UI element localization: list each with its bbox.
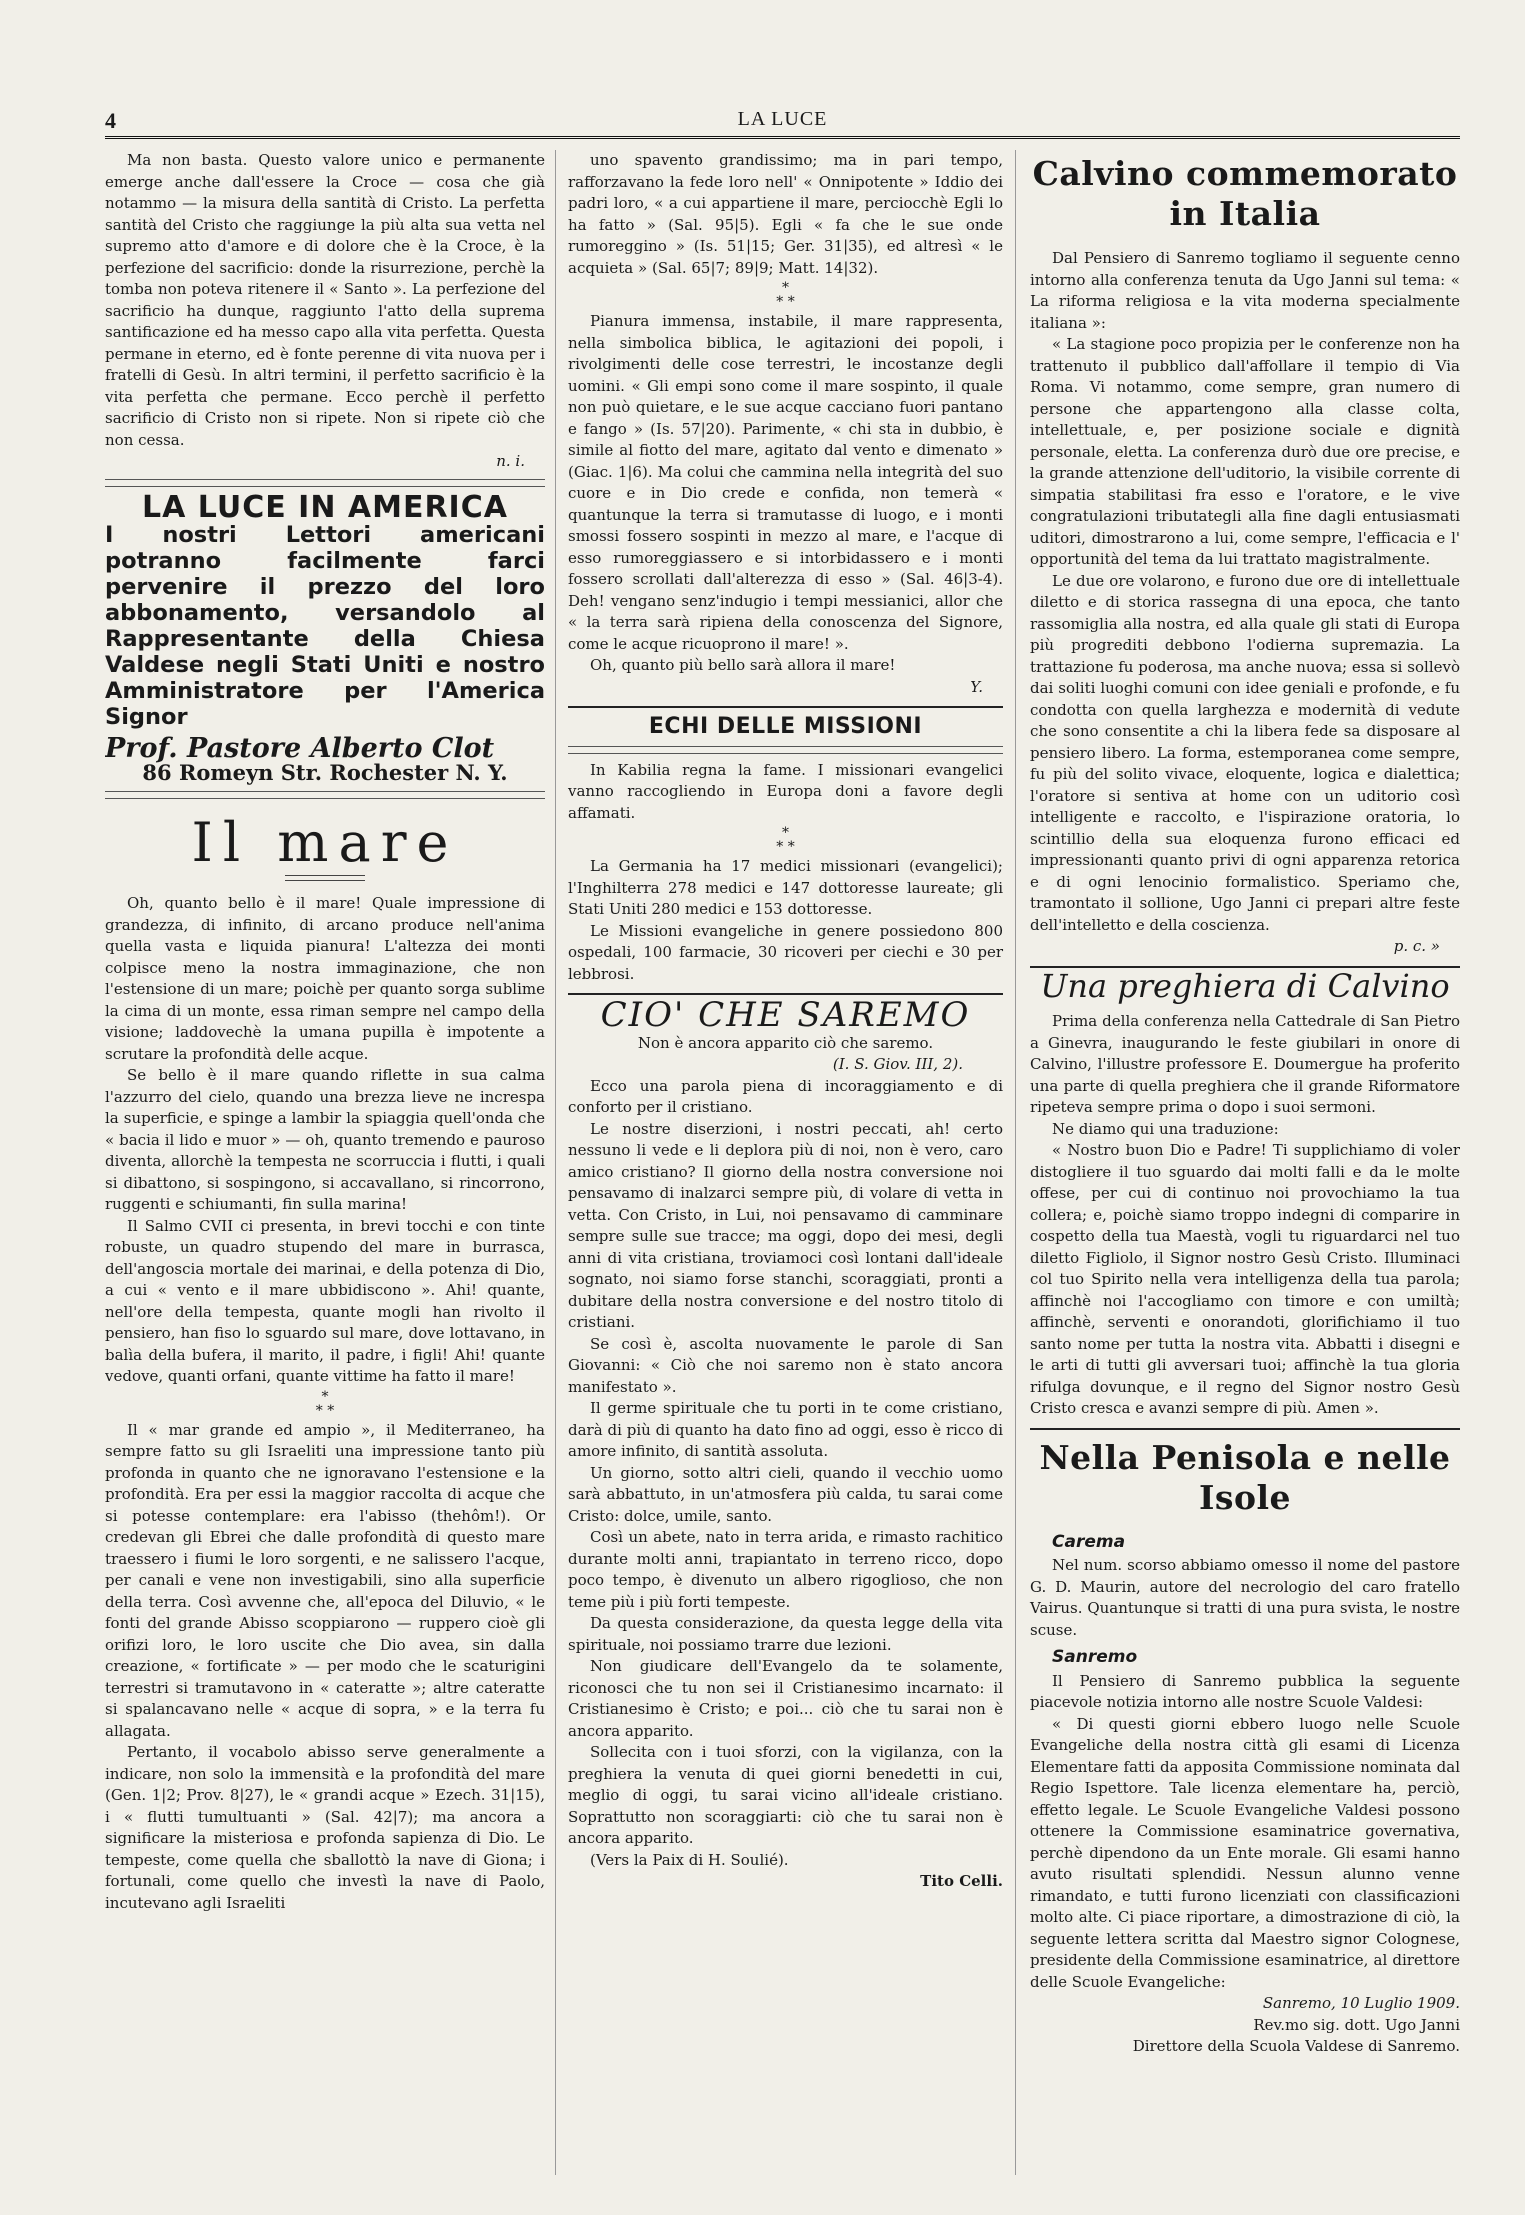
carema-article (1030, 1555, 1460, 1641)
mare-title: Il mare (191, 811, 459, 874)
paragraph: « Nostro buon Dio e Padre! Ti supplichiamo di voler distogliere il tuo sguardo dai molti falli e da le molte offese, per cui di continuo noi provochiamo la tua collera; e, poichè siamo troppo indegni di comparire in cospetto della tua Maestà, vogli tu riguardarci nel tuo diletto Figliolo, il Signor nostro Gesù Cristo. Illuminaci col tuo Spirito nella vera intelligenza della tua parola; affinchè noi l'accogliamo con timore e con umiltà; affinchè, serventi e onorandoti, glorifichiamo il tuo santo nome per tutta la nostra vita. Abbatti i disegni e le arti di tutti gli avversari tuoi; affinchè la tua gloria rifulga dovunque, e il regno del Signor nostro Gesù Cristo cresca e avanzi sempre di più. Amen ». (1030, 1141, 1460, 1417)
paragraph: Le nostre diserzioni, i nostri peccati, ah! certo nessuno li vede e li deplora più di noi, non è vero, caro amico cristiano? Il giorno della nostra conversione noi pensavamo di inalzarci sempre più, di volare di vetta in vetta. Con Cristo, in Lui, noi pensavamo di camminare sempre sulle sue tracce; ma oggi, dopo dei mesi, degli anni di vita cristiana, troviamoci così lontani dall'ideale sognato, noi siamo forse stanchi, scoraggiati, pronti a dubitare della nostra conversione e del nostro titolo di cristiani. (568, 1119, 1003, 1331)
paragraph: Il « mar grande ed ampio », il Mediterraneo, ha sempre fatto su gli Israeliti una impressione tanto più profonda in quanto che ne ignoravano l'estensione e la profondità. Era per essi la maggior raccolta di acque che si potesse contemplare: era l'abisso (thehôm!). Or credevan gli Ebrei che dalle profondità di questo mare traessero i fiumi le loro sorgenti, e ne salissero l'acque, per canali e vene non investigabili, sino alla superficie della terra. Così avvenne che, all'epoca del Diluvio, « le fonti del grande Abisso scoppiarono — ruppero cioè gli orifizi loro, le loro uscite che Dio avea, sin dalla creazione, « fortificate » — per modo che le scaturigini terrestri si tramutavono in « cateratte »; altre cateratte si spalancavano nelle « acque di sopra, » e la terra fu allagata. (105, 1420, 545, 1740)
asterism: * * * (315, 1388, 335, 1419)
america-body: I nostri Lettori americani potranno facilmente farci pervenire il prezzo del loro abbonamento, versandolo al Rappresentante della Chiesa Valdese negli Stati Uniti e nostro Amministratore per l'America Signor (105, 522, 545, 730)
paragraph: Pertanto, il vocabolo abisso serve generalmente a indicare, non solo la immensità e la profondità del mare (Gen. 1|2; Prov. 8|27), le « grandi acque » Ezech. 31|15), i « flutti tumultuanti » (Sal. 42|7); ma ancora a significare la misteriosa e profonda sapienza di Dio. Le tempeste, come quella che sballottò la nave di Giona; i fortunali, come quello che investì la nave di Paolo, incutevano agli Israeliti (105, 1743, 545, 1912)
paragraph: Dal Pensiero di Sanremo togliamo il seguente cenno intorno alla conferenza tenuta da Ugo Janni sul tema: « La riforma religiosa e la vita moderna specialmente italiana »: (1030, 249, 1460, 332)
mare-signature: Y. (970, 677, 983, 696)
paragraph: Le due ore volarono, e furono due ore di intellettuale diletto e di storica rassegna di una epoca, che tanto rassomiglia alla nostra, ed alla quale gli stati di Europa più progrediti debbono l'odierna supremazia. La trattazione fu poderosa, ma anche nuova; essa si sollevò dai soliti luoghi comuni con idee geniali e profonde, e fu condotta con quella larghezza e modernità di vedute che sono consentite a chi la libera fede sa disposare al pensiero libero. La forma, estemporanea come sempre, fu più del solito vivace, eloquente, logica e dialettica; l'oratore si sentiva at home con un uditorio così intelligente e raccolto, e l'ispirazione oratoria, lo scintillio della sua eloquenza furono efficaci ed impressionanti quanto privi di ogni apparenza retorica e di ogni lenocinio formalistico. Speriamo che, tramontato il sollione, Ugo Janni ci prepari altre feste dell'intelletto e della coscienza. (1030, 571, 1460, 934)
divider (105, 479, 545, 487)
column-1 (105, 150, 555, 2175)
column-3 (1015, 150, 1460, 2175)
preghiera-title: Una preghiera di Calvino (1040, 966, 1450, 1005)
divider (1030, 1428, 1460, 1430)
calvino-signature: p. c. » (1393, 937, 1440, 955)
paragraph: Se bello è il mare quando riflette in sua calma l'azzurro del cielo, quando una brezza lieve ne increspa la superficie, e spinge a lambir la spiaggia quell'onda che « bacia il lido e muor » — oh, quanto tremendo e pauroso diventa, allorchè la tempesta ne scorruccia i flutti, i quali si dibattono, si sospingono, si accavallano, si rincorrono, ruggenti e schiumanti, fin sulla marina! (105, 1066, 545, 1213)
divider (568, 746, 1003, 754)
mare-article (105, 893, 545, 1914)
paragraph: Ecco una parola piena di incoraggiamento e di conforto per il cristiano. (568, 1076, 1003, 1116)
calvino-title: Calvino commemorato in Italia (1032, 154, 1458, 233)
paragraph: Il Pensiero di Sanremo pubblica la seguente piacevole notizia intorno alle nostre Scuole Valdesi: (1030, 1671, 1460, 1711)
cio-title: CIO' CHE SAREMO (600, 995, 971, 1035)
echi-article (568, 760, 1003, 986)
intro-signature: n. i. (496, 452, 525, 470)
america-title: LA LUCE IN AMERICA (142, 489, 508, 525)
sanremo-closing-1: Rev.mo sig. dott. Ugo Janni (1253, 2015, 1460, 2034)
paragraph: Da questa considerazione, da questa legge della vita spirituale, noi possiamo trarre due lezioni. (568, 1614, 1003, 1654)
paragraph: La Germania ha 17 medici missionari (evangelici); l'Inghilterra 278 medici e 147 dottoresse laureate; gli Stati Uniti 280 medici e 153 dottoresse. (568, 857, 1003, 918)
sanremo-heading: Sanremo (1052, 1647, 1138, 1667)
calvino-article (1030, 248, 1460, 936)
page-number: 4 (105, 108, 116, 133)
sanremo-dateline: Sanremo, 10 Luglio 1909. (1262, 1994, 1460, 2012)
columns (105, 150, 1460, 2175)
paragraph: Le Missioni evangeliche in genere possiedono 800 ospedali, 100 farmacie, 30 ricoveri per ciechi e 30 per lebbrosi. (568, 921, 1003, 983)
paragraph: Oh, quanto bello è il mare! Quale impressione di grandezza, di infinito, di arcano produce nell'anima quella vasta e liquida pianura! L'altezza dei monti colpisce meno la nostra immaginazione, che non l'estensione di un mare; poichè per quanto sorga sublime la cima di un monte, essa riman sempre nel campo della visione; laddovechè la umana pupilla è impotente a scrutare la profondità delle acque. (105, 894, 545, 1063)
cio-author: Tito Celli. (920, 1872, 1003, 1890)
paragraph: Il germe spirituale che tu porti in te come cristiano, darà di più di quanto ha dato fino ad oggi, esso è ricco di amore infinito, di santità assoluta. (568, 1399, 1003, 1460)
paragraph: Ma non basta. Questo valore unico e permanente emerge anche dall'essere la Croce — cosa che già notammo — la misura della santità di Cristo. La perfetta santità del Cristo che raggiunge la più alta sua vetta nel supremo atto d'amore e di dolore che è la Croce, è la perfezione del sacrificio: donde la risurrezione, perchè la tomba non poteva ritenere il « Santo ». La perfezione del sacrificio ha dunque, raggiunto l'atto della suprema santificazione ed ha messo capo alla vita perfetta. Questa permane in eterno, ed è fonte perenne di vita nuova per i fratelli di Gesù. In altri termini, il perfetto sacrificio è la vita perfetta che permane. Ecco perchè il perfetto sacrificio di Cristo non si ripete. Non si ripete ciò che non cessa. (105, 151, 545, 449)
header-rule (105, 136, 1460, 142)
cio-reference: (I. S. Giov. III, 2). (832, 1055, 963, 1073)
cio-source: (Vers la Paix di H. Soulié). (590, 1850, 789, 1869)
title-ornament (285, 875, 365, 881)
preghiera-article (1030, 1011, 1460, 1420)
america-name: Prof. Pastore Alberto Clot (105, 733, 495, 764)
echi-title: ECHI DELLE MISSIONI (648, 714, 923, 739)
paper-title: LA LUCE (737, 108, 828, 130)
column-2 (555, 150, 1015, 2175)
intro-article (105, 150, 545, 451)
paragraph: Non giudicare dell'Evangelo da te solamente, riconosci che tu non sei il Cristianesimo incarnato: il Cristianesimo è Cristo; e poi... ciò che tu sarai non è ancora apparito. (568, 1657, 1003, 1740)
paragraph: Sollecita con i tuoi sforzi, con la vigilanza, con la preghiera la venuta di quei giorni benedetti in cui, meglio di oggi, tu sarai vicino all'ideale cristiano. Soprattutto non scoraggiarti: ciò che tu sarai non è ancora apparito. (568, 1743, 1003, 1847)
divider (105, 791, 545, 799)
carema-heading: Carema (1052, 1531, 1126, 1552)
paragraph: Ne diamo qui una traduzione: (1052, 1119, 1279, 1138)
divider (568, 706, 1003, 708)
mare-article-continued (568, 150, 1003, 677)
cio-article (568, 1076, 1003, 1850)
america-address: 86 Romeyn Str. Rochester N. Y. (142, 759, 508, 785)
sanremo-article (1030, 1671, 1460, 1994)
page-header (105, 108, 1460, 134)
paragraph: « La stagione poco propizia per le conferenze non ha trattenuto il pubblico dall'affollare il tempio di Via Roma. Vi notammo, come sempre, gran numero di persone che appartengono alla classe colta, intellettuale, e, per posizione sociale e dignità personale, eletta. La conferenza durò due ore precise, e la grande attenzione dell'uditorio, la visibile corrente di simpatia stabilitasi fra esso e l'oratore, e le vive congratulazioni tributategli alla fine dagli entusiasmati uditori, dimostrarono a lui, come sempre, l'efficacia e l' opportunità del tema da lui trattato magistralmente. (1030, 335, 1460, 568)
paragraph: Un giorno, sotto altri cieli, quando il vecchio uomo sarà abbattuto, in un'atmosfera più calda, tu sarai come Cristo: dolce, umile, santo. (568, 1463, 1003, 1525)
paragraph: Prima della conferenza nella Cattedrale di San Pietro a Ginevra, inaugurando le feste giubilari in onore di Calvino, l'illustre professore E. Doumergue ha proferito una parte di quella preghiera che il grande Riformatore ripeteva sempre prima o dopo i suoi sermoni. (1030, 1012, 1460, 1116)
paragraph: « Di questi giorni ebbero luogo nelle Scuole Evangeliche della nostra città gli esami di Licenza Elementare fatti da apposita Commissione nominata dal Regio Ispettore. Tale licenza elementare ha, perciò, effetto legale. Le Scuole Evangeliche Valdesi possono ottenere la Commissione esaminatrice governativa, perchè dipendono da un Ente morale. Gli esami hanno avuto risultati splendidi. Nessun alunno venne rimandato, e tutti furono licenziati con classificazioni molto alte. Ci piace riportare, a dimostrazione di ciò, la seguente lettera scritta dal Maestro signor Colognese, presidente della Commissione esaminatrice, al direttore delle Scuole Evangeliche: (1030, 1714, 1460, 1991)
cio-subtitle: Non è ancora apparito ciò che saremo. (637, 1033, 934, 1052)
paragraph: Pianura immensa, instabile, il mare rappresenta, nella simbolica biblica, le agitazioni dei popoli, i rivolgimenti delle cose terrestri, le incostanze degli uomini. « Gli empi sono come il mare sospinto, il quale non può quietare, e le sue acque cacciano fuori pantano e fango » (Is. 57|20). Parimente, « chi sta in dubbio, è simile al fiotto del mare, agitato dal vento e dimenato » (Giac. 1|6). Ma colui che cammina nella integrità del suo cuore e in Dio crede e confida, non temerà « quantunque la terra si tramutasse di luogo, e i monti smossi fossero sospinti in mezzo al mare, e l'acque di esso rumoreggiassero e si intorbidassero e i monti fossero scrollati dall'alterezza di esso » (Sal. 46|3-4). Deh! vengano senz'indugio i tempi messianici, allor che « la terra sarà ripiena della conoscenza del Signore, come le acque ricuoprono il mare! ». (568, 312, 1003, 653)
paragraph: Oh, quanto più bello sarà allora il mare! (590, 656, 896, 674)
paragraph: In Kabilia regna la fame. I missionari evangelici vanno raccogliendo in Europa doni a favore degli affamati. (568, 760, 1003, 822)
paragraph: Nel num. scorso abbiamo omesso il nome del pastore G. D. Maurin, autore del necrologio del caro fratello Vairus. Quantunque si tratti di una pura svista, le nostre scuse. (1030, 1556, 1460, 1639)
paragraph: Il Salmo CVII ci presenta, in brevi tocchi e con tinte robuste, un quadro stupendo del mare in burrasca, dell'angoscia mortale dei marinai, e della potenza di Dio, a cui « vento e il mare ubbidiscono ». Ahi! quante, nell'ore della tempesta, quante mogli han rivolto il pensiero, han fiso lo sguardo sul mare, dove lottavano, in balìa della bufera, il marito, il padre, i figli! Ahi! quante vedove, quanti orfani, quante vittime ha fatto il mare! (105, 1216, 545, 1385)
asterism: * * * (776, 280, 795, 310)
asterism: * * * (776, 825, 795, 855)
penisola-title: Nella Penisola e nelle Isole (1039, 1437, 1451, 1517)
paragraph: Così un abete, nato in terra arida, e rimasto rachitico durante molti anni, trapiantato in terreno ricco, dopo poco tempo, è divenuto un albero rigoglioso, che non teme più i più forti tempeste. (568, 1528, 1003, 1611)
paragraph: Se così è, ascolta nuovamente le parole di San Giovanni: « Ciò che noi saremo non è stato ancora manifestato ». (568, 1334, 1003, 1396)
sanremo-closing-2: Direttore della Scuola Valdese di Sanremo. (1132, 2037, 1460, 2055)
paragraph: uno spavento grandissimo; ma in pari tempo, rafforzavano la fede loro nell' « Onnipotente » Iddio dei padri loro, « a cui appartiene il mare, perciocchè Egli lo ha fatto » (Sal. 95|5). Egli « fa che le sue onde rumoreggino » (Is. 51|15; Ger. 31|35), ed altresì « le acquieta » (Sal. 65|7; 89|9; Matt. 14|32). (568, 151, 1003, 277)
